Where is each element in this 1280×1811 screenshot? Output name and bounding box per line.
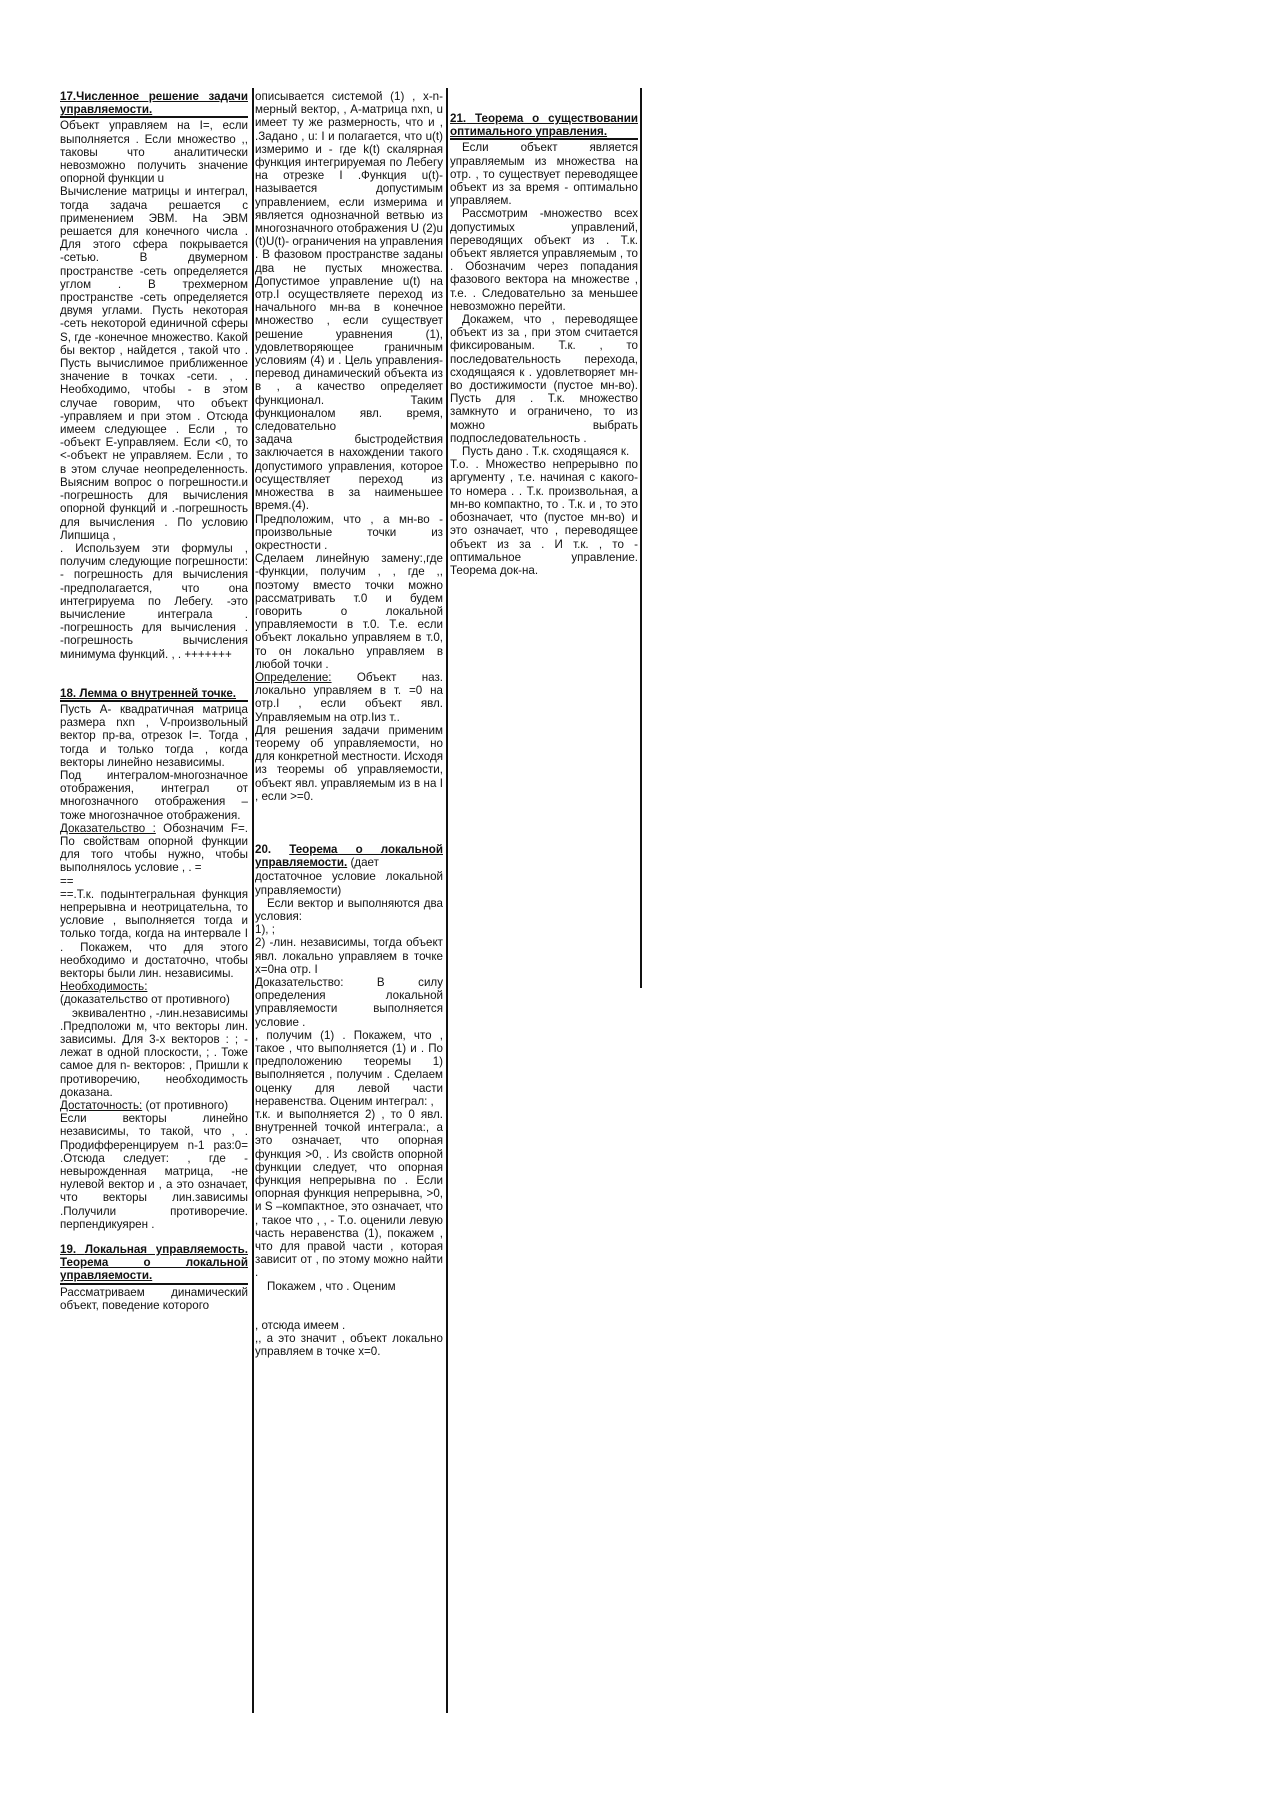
paragraph: ,, а это значит , объект локально управляем в точке x=0. — [255, 1332, 443, 1359]
paragraph: достаточное условие локальной управляемости) — [255, 870, 443, 897]
section-title: Теорема о локальной управляемости. — [255, 842, 443, 870]
paragraph: Покажем , что . Оценим — [267, 1279, 396, 1293]
text-column-2 — [255, 90, 443, 1715]
equation: == — [60, 874, 74, 888]
column-divider-2 — [446, 88, 448, 1713]
spacer — [450, 90, 638, 112]
paragraph: задача быстродействия заключается в нахождении такого допустимого управления, которое осуществляет переход из множества в за наименьшее время.(4). — [255, 433, 443, 513]
paragraph: эквивалентно , -лин.независимы .Предположи м, что векторы лин. зависимы. Для 3-х векторов : ; - лежат в одной плоскости, ; . Тоже самое для n- векторов: , Пришли к противоречию, необходимость доказана. — [60, 1006, 248, 1099]
paragraph: Т.о. . Множество непрерывно по аргументу , т.е. начиная с какого-то номера . . Т.к. произвольная, а мн-во компактно, то . Т.к. и , то это обозначает, что (пустое мн-во) и это означает, что , переводящее объект из за . И т.к. , то - оптимальное управление. Теорема док-на. — [450, 458, 638, 577]
paragraph — [60, 822, 248, 875]
column-divider-1 — [252, 88, 254, 1713]
spacer — [255, 1293, 443, 1319]
paragraph: Объект управляем на I=, если выполняется . Если множество ,, таковы что аналитически невозможно получить значение опорной функции u — [60, 119, 248, 186]
text-column-1 — [60, 90, 248, 1715]
section-title: Численное решение задачи управляемости. — [60, 90, 248, 117]
paragraph: Докажем, что , переводящее объект из за , при этом считается фиксированым. Т.к. , то последовательность перехода, сходящаяся к . удовлетворяет мн-во достижимости (пустое мн-во). Пусть для . Т.к. множество замкнуто и ограничено, то из можно выбрать подпоследовательность . — [450, 313, 638, 445]
proof-label: Доказательство : — [60, 821, 156, 835]
paragraph: Рассмотрим -множество всех допустимых управлений, переводящих объект из . Т.к. объект является управляемым , то . Обозначим через попадания фазового вектора на множестве , т.е. . Следовательно за меньшее невозможно перейти. — [450, 207, 638, 313]
paragraph: Если объект является управляемым из множества на отр. , то существует переводящее объект из за время - оптимально управляем. — [450, 141, 638, 208]
column-divider-3 — [640, 88, 642, 988]
section-number: 17. — [60, 90, 77, 103]
paragraph: 1), ; — [255, 923, 275, 937]
paragraph-text: Объект наз. локально управляем в т. =0 на отр.I , если объект явл. Управляемым на отр.Iиз т.. — [255, 670, 443, 724]
paragraph: (доказательство от противного) — [60, 993, 230, 1007]
spacer — [255, 803, 443, 843]
section-17-heading — [60, 90, 248, 118]
paragraph: ==.Т.к. подынтегральная функция непрерывна и неотрицательна, то условие , выполняется тогда и только тогда, когда на интервале I . Покажем, что для этого необходимо и достаточно, чтобы векторы были лин. независимы. — [60, 887, 248, 980]
definition-label: Определение: — [255, 670, 332, 684]
section-18-heading — [60, 687, 248, 702]
section-19-heading — [60, 1243, 248, 1285]
paragraph: Пусть дано . Т.к. сходящаяся к. — [462, 445, 630, 459]
paragraph: Доказательство: В силу определения локальной управляемости выполняется условие . — [255, 976, 443, 1029]
spacer — [60, 661, 248, 687]
paragraph: описывается системой (1) , x-n-мерный вектор, , A-матрица nxn, u имеет ту же размерность, что и , .Задано , u: I и полагается, что u(t) измеримо и - где k(t) скалярная функция интегрируемая по Лебегу на отрезке I .Функция u(t)- называется допустимым управлением, если измерима и является однозначной ветвью из многозначного отображения U (2)u (t)U(t)- ограничения на управления . В фазовом пространстве заданы два не пустых множества. Допустимое управление u(t) на отр.I осуществляете переход из начального мн-ва в конечное множество , если существует решение уравнения (1), удовлетворяющее граничным условиям (4) и . Цель управления- перевод динамический объекта из в , а качество определяет функционал. Таким функционалом явл. время, следовательно — [255, 90, 443, 434]
sufficiency-label: Достаточность: (от противного) — [60, 1099, 229, 1113]
paragraph: Вычисление матрицы и интеграл, тогда задача решается с применением ЭВМ. На ЭВМ решается для конечного числа . Для этого сфера покрывается -сетью. В двумерном пространстве -сеть определяется углом . В трехмерном пространстве -сеть определяется двумя углами. Пусть некоторая -сеть некоторой единичной сферы S, где -конечное множество. Какой бы вектор , найдется , такой что . Пусть вычислимое приближенное значение в точках -сети. , . Необходимо, чтобы - в этом случае говорим, что объект -управляем и при этом . Отсюда имеем следующее . Если , то -объект Е-управляем. Если <0, то <-объект не управляем. Если , то в этом случае неопределенность. Выясним вопрос о погрешности.и -погрешность для вычисления опорной функций и .-погрешность для вычисления . По условию Липшица , — [60, 185, 248, 542]
section-title: Теорема о существовании оптимального управления. — [450, 112, 638, 139]
text-column-3 — [450, 90, 638, 990]
section-21-heading — [450, 112, 638, 140]
paragraph — [255, 671, 443, 724]
paragraph: Рассматриваем динамический объект, поведение которого — [60, 1285, 248, 1312]
paragraph: Сделаем линейную замену:,где -функции, получим , , где ,, поэтому вместо точки можно рассматривать т.0 и будем говорить о локальной управляемости в т.0. Т.е. если объект локально управляем в т.0, то он локально управляем в любой точки . — [255, 552, 443, 671]
paragraph-text: Обозначим F=. По свойствам опорной функции для того чтобы нужно, чтобы выполнялось условие , . = — [60, 821, 248, 875]
paragraph: Под интегралом-многозначное отображения, интеграл от многозначного отображения – тоже многозначное отображения. — [60, 768, 248, 822]
paragraph: , отсюда имеем . — [255, 1318, 346, 1332]
section-number: 18. — [60, 686, 77, 700]
necessity-label: Необходимость: — [60, 980, 148, 994]
section-number: 20. — [255, 842, 272, 856]
section-20-heading — [255, 843, 443, 869]
paragraph: , получим (1) . Покажем, что , такое , что выполняется (1) и . По предположению теоремы 1) выполняется , получим . Сделаем оценку для левой части неравенства. Оценим интеграл: , — [255, 1028, 443, 1108]
paragraph: Предположим, что , а мн-во - произвольные точки из окрестности . — [255, 512, 443, 552]
section-title: Локальная управляемость. Теорема о локальной управляемости. — [60, 1243, 248, 1283]
paragraph: Пусть А- квадратичная матрица размера nxn , V-произвольный вектор пр-ва, отрезок I=. Тогда , тогда и только тогда , когда векторы линейно независимы. — [60, 702, 248, 769]
section-title-tail: (дает — [347, 856, 379, 870]
paragraph: 2) -лин. независимы, тогда объект явл. локально управляем в точке x=0на отр. I — [255, 936, 443, 976]
spacer — [60, 1231, 248, 1243]
paragraph: Для решения задачи применим теорему об управляемости, но для конкретной местности. Исходя из теоремы об управляемости, объект явл. управляемым из в на I , если >=0. — [255, 723, 443, 803]
section-title: Лемма о внутренней точке. — [79, 686, 237, 700]
section-number: 21. — [450, 112, 467, 125]
paragraph: Если векторы линейно независимы, то такой, что , . Продифференцируем n-1 раз:0= .Отсюда следует: , где - невырожденная матрица, -не нулевой вектор и , а это означает, что векторы лин.зависимы .Получили противоречие. перпендикуярен . — [60, 1112, 248, 1231]
paragraph: . Используем эти формулы , получим следующие погрешности: - погрешность для вычисления -предполагается, что она интегрируема по Лебегу. -это вычисление интеграла . -погрешность для вычисления . -погрешность вычисления минимума функций. , . +++++++ — [60, 541, 248, 661]
paragraph: т.к. и выполняется 2) , то 0 явл. внутренней точкой интеграла:, а это означает, что опорная функция >0, . Из свойств опорной функции следует, что опорная функция непрерывна по . Если опорная функция непрерывна, >0, и S –компактное, это означает, что , такое что , , - Т.о. оценили левую часть неравенства (1), покажем , что для правой части , которая зависит от , по этому можно найти . — [255, 1108, 443, 1280]
paragraph: Если вектор и выполняются два условия: — [255, 896, 443, 923]
section-number: 19. — [60, 1243, 77, 1257]
